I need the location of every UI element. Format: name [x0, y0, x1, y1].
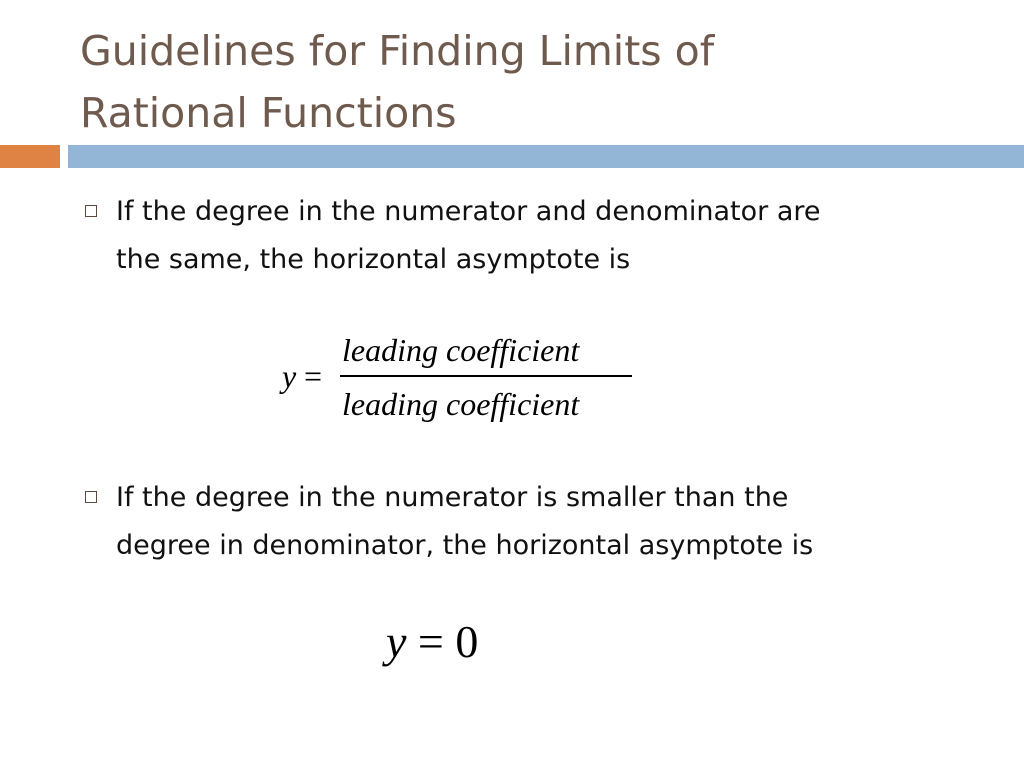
formula-y-equals-zero — [386, 612, 536, 674]
formula-equals: = — [304, 358, 323, 394]
formula-denominator: leading coefficient — [342, 386, 580, 422]
formula-variable: y — [282, 358, 297, 394]
title-line-2: Rational Functions — [80, 89, 457, 137]
slide-title — [80, 20, 980, 144]
hollow-square-bullet-icon — [85, 491, 97, 503]
title-accent-bar — [0, 145, 60, 168]
fraction-bar — [340, 375, 632, 377]
bullet-line: the same, the horizontal asymptote is — [116, 244, 631, 275]
title-line-1: Guidelines for Finding Limits of — [80, 27, 715, 75]
formula-variable: y — [386, 616, 407, 667]
bullet-smaller-degree — [80, 474, 980, 570]
formula-value: 0 — [455, 616, 479, 667]
bullet-same-degree — [80, 188, 980, 284]
bullet-line: If the degree in the numerator and denominator are — [116, 196, 821, 227]
bullet-line: degree in denominator, the horizontal asymptote is — [116, 530, 814, 561]
title-divider-bar — [68, 145, 1024, 168]
formula-equals: = — [417, 616, 444, 667]
bullet-line: If the degree in the numerator is smaller than the — [116, 482, 789, 513]
hollow-square-bullet-icon — [85, 205, 97, 217]
formula-leading-coefficient-ratio — [282, 330, 642, 430]
formula-numerator: leading coefficient — [342, 332, 580, 368]
